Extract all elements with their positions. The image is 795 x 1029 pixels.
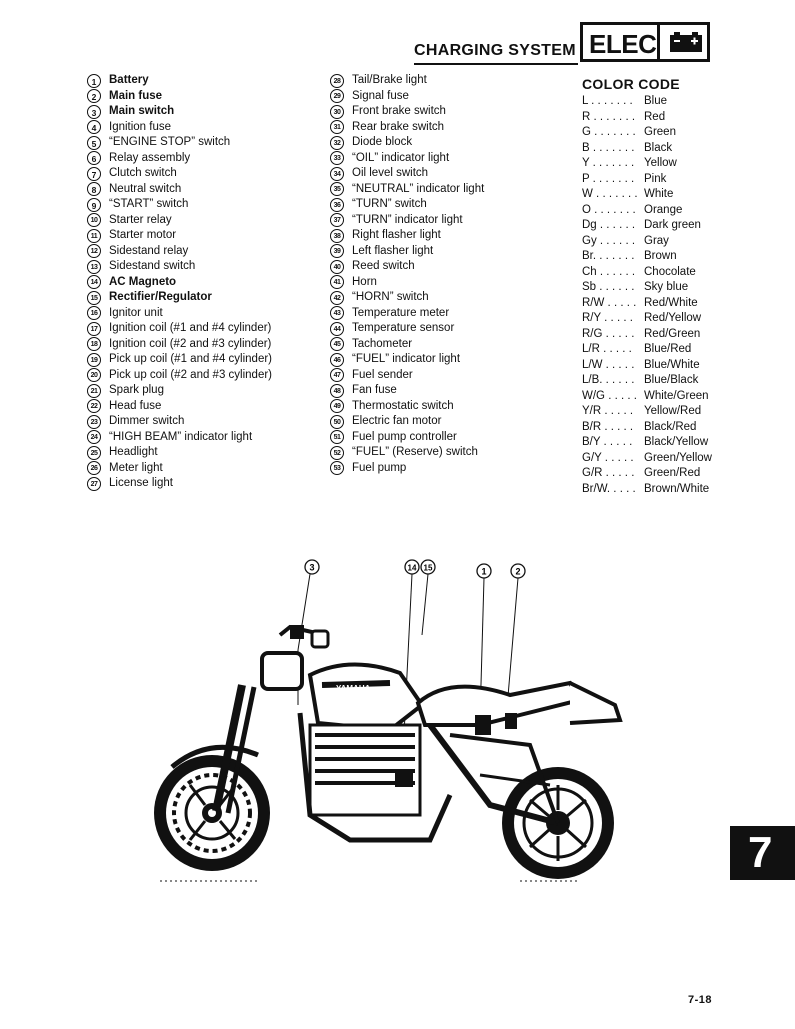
color-code-abbr: W/G . . . . . — [582, 389, 637, 402]
color-code-abbr: G/Y . . . . . — [582, 451, 634, 464]
legend-label: Electric fan motor — [352, 415, 442, 427]
color-code-name: Brown — [644, 250, 677, 262]
legend-label: Main fuse — [109, 89, 163, 102]
legend-label: Reed switch — [352, 260, 415, 272]
color-code-name: Yellow/Red — [644, 405, 702, 417]
callout-2-label: 2 — [515, 566, 521, 577]
legend-number: 34 — [330, 167, 344, 181]
legend-item — [87, 321, 272, 337]
legend-item — [330, 197, 484, 213]
legend-number: 26 — [87, 461, 101, 475]
color-code-name: Blue — [644, 95, 668, 107]
legend-number: 13 — [87, 260, 101, 274]
color-code-abbr: L/B. . . . . . — [582, 374, 635, 386]
legend-item — [87, 259, 272, 275]
color-code-abbr: W . . . . . . . — [582, 188, 638, 200]
legend-label: Spark plug — [109, 384, 164, 396]
legend-label: Clutch switch — [109, 167, 177, 179]
legend-number: 10 — [87, 213, 101, 227]
color-code-abbr: Dg . . . . . . — [582, 219, 636, 231]
legend-item — [330, 445, 484, 461]
legend-label: Headlight — [109, 446, 158, 458]
legend-item — [87, 197, 272, 213]
color-code-name: Red/Green — [644, 327, 701, 340]
legend-label: Meter light — [109, 461, 163, 474]
section-tab-divider — [657, 25, 660, 59]
legend-item — [87, 151, 272, 167]
legend-number: 19 — [87, 353, 101, 367]
color-code-item — [582, 482, 712, 498]
legend-label: “ENGINE STOP” switch — [109, 136, 231, 148]
motorcycle-diagram — [150, 555, 650, 895]
color-code-item — [582, 373, 712, 389]
legend-number: 53 — [330, 461, 344, 475]
color-code-abbr: O . . . . . . . — [582, 203, 636, 216]
legend-label: “NEUTRAL” indicator light — [352, 182, 485, 195]
legend-number: 40 — [330, 260, 344, 274]
legend-item — [330, 228, 484, 244]
legend-number: 23 — [87, 415, 101, 429]
legend-number: 21 — [87, 384, 101, 398]
legend-item — [330, 368, 484, 384]
fuel-tank — [310, 664, 422, 730]
color-code-abbr: Ch . . . . . . — [582, 265, 636, 278]
legend-item — [330, 383, 484, 399]
legend-number: 25 — [87, 446, 101, 460]
legend-item — [330, 290, 484, 306]
color-code-item — [582, 280, 712, 296]
color-code-name: Blue/White — [644, 358, 700, 371]
legend-item — [330, 151, 484, 167]
color-code-item — [582, 420, 712, 436]
legend-label: Temperature meter — [352, 306, 450, 319]
legend-number: 12 — [87, 244, 101, 258]
engine — [300, 713, 450, 840]
legend-number: 22 — [87, 399, 101, 413]
legend-number: 35 — [330, 182, 344, 196]
legend-number: 4 — [87, 120, 101, 134]
legend-number: 27 — [87, 477, 101, 491]
color-code-item — [582, 156, 712, 172]
legend-label: Pick up coil (#1 and #4 cylinder) — [109, 353, 272, 365]
legend-item — [330, 104, 484, 120]
color-code-item — [582, 187, 712, 203]
legend-item — [87, 244, 272, 260]
legend-label: Oil level switch — [352, 167, 429, 179]
color-code-abbr: R/G . . . . . — [582, 327, 635, 340]
color-code-abbr: R . . . . . . . — [582, 110, 636, 123]
legend-label: Ignitor unit — [109, 306, 163, 319]
color-code-name: Pink — [644, 172, 667, 185]
legend-item — [87, 306, 272, 322]
color-code-abbr: Br/W. . . . . — [582, 482, 636, 495]
color-code-abbr: Sb . . . . . . — [582, 281, 635, 293]
legend-label: Dimmer switch — [109, 415, 185, 427]
legend-item — [330, 399, 484, 415]
legend-label: Fan fuse — [352, 384, 397, 396]
legend-item — [87, 430, 272, 446]
legend-label: “START” switch — [109, 198, 189, 210]
legend-item — [87, 120, 272, 136]
legend-label: Ignition coil (#2 and #3 cylinder) — [109, 337, 272, 350]
legend-number: 33 — [330, 151, 344, 165]
color-code-item — [582, 172, 712, 188]
legend-number: 41 — [330, 275, 344, 289]
legend-label: Tachometer — [352, 337, 413, 350]
color-code-item — [582, 296, 712, 312]
legend-label: Pick up coil (#2 and #3 cylinder) — [109, 368, 272, 381]
color-code-name: Green — [644, 126, 676, 138]
legend-label: Neutral switch — [109, 182, 182, 195]
color-code-abbr: L . . . . . . . — [582, 95, 633, 107]
page-number: 7-18 — [688, 994, 713, 1006]
header-rule — [414, 63, 578, 65]
color-code-item — [582, 218, 712, 234]
legend-number: 16 — [87, 306, 101, 320]
legend-number: 30 — [330, 105, 344, 119]
legend-item — [87, 383, 272, 399]
color-code-item — [582, 342, 712, 358]
legend-number: 36 — [330, 198, 344, 212]
legend-number: 2 — [87, 89, 101, 103]
color-code-abbr: B . . . . . . . — [582, 141, 635, 154]
color-code-name: Brown/White — [644, 482, 710, 495]
color-code-name: Black — [644, 141, 673, 154]
legend-label: “FUEL” (Reserve) switch — [352, 446, 478, 458]
legend-item — [330, 352, 484, 368]
color-code-name: Green/Yellow — [644, 451, 712, 464]
legend-number: 38 — [330, 229, 344, 243]
legend-label: Thermostatic switch — [352, 399, 454, 412]
color-code-abbr: L/W . . . . . — [582, 358, 635, 371]
legend-item — [330, 275, 484, 291]
color-code-item — [582, 389, 712, 405]
legend-item — [87, 104, 272, 120]
legend-label: Signal fuse — [352, 89, 409, 102]
legend-label: “OIL” indicator light — [352, 151, 450, 164]
legend-item — [330, 213, 484, 229]
color-code-name: Yellow — [644, 157, 677, 169]
legend-item — [330, 259, 484, 275]
legend-item — [87, 166, 272, 182]
legend-number: 51 — [330, 430, 344, 444]
legend-number: 24 — [87, 430, 101, 444]
color-code-name: Blue/Red — [644, 343, 692, 355]
color-code-list — [582, 94, 712, 497]
legend-label: Fuel sender — [352, 368, 413, 381]
legend-label: “TURN” indicator light — [352, 213, 463, 226]
callout-14-label: 14 — [407, 563, 417, 573]
tank-brand-label: YAMAHA — [336, 684, 371, 693]
legend-label: Right flasher light — [352, 229, 441, 241]
front-wheel — [154, 755, 270, 871]
color-code-name: Red — [644, 110, 666, 123]
color-code-name: Red/Yellow — [644, 312, 702, 324]
legend-number: 8 — [87, 182, 101, 196]
legend-number: 32 — [330, 136, 344, 150]
legend-item — [87, 73, 272, 89]
seat — [418, 683, 620, 735]
legend-number: 31 — [330, 120, 344, 134]
legend-item — [87, 399, 272, 415]
callout-15-label: 15 — [423, 563, 433, 573]
callout-1-label: 1 — [481, 566, 487, 577]
color-code-abbr: G . . . . . . . — [582, 126, 636, 138]
legend-label: Sidestand relay — [109, 244, 189, 257]
legend-label: Head fuse — [109, 399, 162, 412]
legend-item — [87, 476, 272, 492]
color-code-name: White/Green — [644, 389, 709, 402]
legend-item — [87, 414, 272, 430]
color-code-item — [582, 358, 712, 374]
legend-item — [330, 430, 484, 446]
color-code-abbr: B/R . . . . . — [582, 420, 634, 433]
color-code-abbr: B/Y . . . . . — [582, 436, 633, 448]
section-tab-label: ELEC — [589, 29, 657, 59]
legend-item — [330, 73, 484, 89]
legend-label: License light — [109, 477, 173, 489]
legend-number: 1 — [87, 74, 101, 88]
legend-item — [87, 213, 272, 229]
legend-item — [87, 89, 272, 105]
legend-number: 14 — [87, 275, 101, 289]
color-code-abbr: L/R . . . . . — [582, 343, 632, 355]
legend-item — [87, 135, 272, 151]
legend-label: AC Magneto — [109, 275, 177, 288]
color-code-item — [582, 141, 712, 157]
legend-label: Rear brake switch — [352, 120, 445, 133]
legend-label: Main switch — [109, 105, 175, 117]
color-code-item — [582, 466, 712, 482]
color-code-name: Dark green — [644, 219, 701, 231]
legend-item — [87, 290, 272, 306]
legend-item — [87, 182, 272, 198]
legend-item — [330, 337, 484, 353]
color-code-item — [582, 435, 712, 451]
color-code-abbr: R/Y . . . . . — [582, 312, 633, 324]
legend-column-1 — [87, 73, 272, 492]
legend-number: 45 — [330, 337, 344, 351]
color-code-name: White — [644, 188, 674, 200]
color-code-abbr: G/R . . . . . — [582, 467, 635, 479]
legend-label: “HORN” switch — [352, 291, 429, 303]
legend-item — [330, 461, 484, 477]
legend-number: 50 — [330, 415, 344, 429]
legend-number: 28 — [330, 74, 344, 88]
legend-label: Ignition coil (#1 and #4 cylinder) — [109, 322, 272, 334]
legend-label: Ignition fuse — [109, 120, 172, 133]
legend-item — [330, 89, 484, 105]
legend-item — [87, 275, 272, 291]
legend-label: “FUEL” indicator light — [352, 353, 461, 365]
color-code-abbr: Y . . . . . . . — [582, 157, 635, 169]
color-code-name: Sky blue — [644, 281, 689, 293]
legend-item — [330, 244, 484, 260]
color-code-name: Black/Red — [644, 420, 697, 433]
color-code-item — [582, 311, 712, 327]
color-code-abbr: P . . . . . . . — [582, 172, 635, 185]
battery-icon — [669, 31, 703, 53]
legend-number: 52 — [330, 446, 344, 460]
color-code-item — [582, 249, 712, 265]
chapter-tab-number: 7 — [748, 828, 773, 877]
legend-number: 44 — [330, 322, 344, 336]
legend-number: 43 — [330, 306, 344, 320]
color-code-title: COLOR CODE — [582, 76, 680, 92]
color-code-name: Red/White — [644, 296, 698, 309]
color-code-item — [582, 404, 712, 420]
legend-number: 3 — [87, 105, 101, 119]
legend-item — [87, 337, 272, 353]
legend-label: Rectifier/Regulator — [109, 291, 212, 303]
legend-label: Diode block — [352, 136, 413, 148]
legend-number: 47 — [330, 368, 344, 382]
legend-item — [330, 182, 484, 198]
color-code-name: Blue/Black — [644, 374, 699, 386]
legend-number: 42 — [330, 291, 344, 305]
legend-column-2 — [330, 73, 484, 476]
legend-item — [87, 445, 272, 461]
legend-label: Starter relay — [109, 213, 172, 226]
legend-number: 5 — [87, 136, 101, 150]
legend-label: Temperature sensor — [352, 322, 455, 334]
section-tab — [580, 22, 710, 62]
legend-label: Tail/Brake light — [352, 74, 427, 86]
color-code-item — [582, 265, 712, 281]
legend-number: 39 — [330, 244, 344, 258]
legend-item — [330, 166, 484, 182]
legend-label: Horn — [352, 275, 377, 288]
legend-label: Fuel pump — [352, 461, 407, 474]
color-code-name: Gray — [644, 234, 669, 247]
legend-item — [330, 414, 484, 430]
legend-item — [87, 228, 272, 244]
color-code-item — [582, 110, 712, 126]
legend-label: “TURN” switch — [352, 198, 427, 210]
color-code-abbr: R/W . . . . . — [582, 296, 637, 309]
legend-number: 6 — [87, 151, 101, 165]
legend-label: Front brake switch — [352, 105, 446, 117]
legend-number: 17 — [87, 322, 101, 336]
legend-label: Fuel pump controller — [352, 430, 457, 443]
color-code-name: Green/Red — [644, 467, 701, 479]
color-code-name: Black/Yellow — [644, 436, 709, 448]
color-code-abbr: Y/R . . . . . — [582, 405, 634, 417]
legend-number: 46 — [330, 353, 344, 367]
color-code-item — [582, 203, 712, 219]
legend-label: “HIGH BEAM” indicator light — [109, 430, 253, 443]
legend-item — [330, 321, 484, 337]
color-code-abbr: Gy . . . . . . — [582, 234, 636, 247]
color-code-item — [582, 94, 712, 110]
legend-label: Sidestand switch — [109, 260, 196, 272]
color-code-item — [582, 125, 712, 141]
legend-number: 7 — [87, 167, 101, 181]
legend-number: 48 — [330, 384, 344, 398]
legend-label: Battery — [109, 74, 149, 86]
legend-number: 49 — [330, 399, 344, 413]
color-code-name: Orange — [644, 203, 683, 216]
legend-label: Relay assembly — [109, 151, 191, 164]
legend-item — [87, 461, 272, 477]
legend-label: Starter motor — [109, 229, 177, 241]
chapter-tab — [730, 826, 795, 880]
legend-item — [330, 135, 484, 151]
legend-number: 37 — [330, 213, 344, 227]
legend-number: 29 — [330, 89, 344, 103]
legend-item — [87, 352, 272, 368]
legend-label: Left flasher light — [352, 244, 434, 257]
color-code-abbr: Br. . . . . . . — [582, 250, 635, 262]
legend-number: 20 — [87, 368, 101, 382]
color-code-item — [582, 234, 712, 250]
color-code-item — [582, 451, 712, 467]
legend-number: 15 — [87, 291, 101, 305]
color-code-name: Chocolate — [644, 265, 696, 278]
legend-number: 18 — [87, 337, 101, 351]
legend-item — [330, 120, 484, 136]
callout-3-label: 3 — [309, 562, 315, 573]
page-title: CHARGING SYSTEM — [414, 42, 576, 59]
legend-number: 9 — [87, 198, 101, 212]
legend-item — [87, 368, 272, 384]
color-code-item — [582, 327, 712, 343]
legend-number: 11 — [87, 229, 101, 243]
legend-item — [330, 306, 484, 322]
